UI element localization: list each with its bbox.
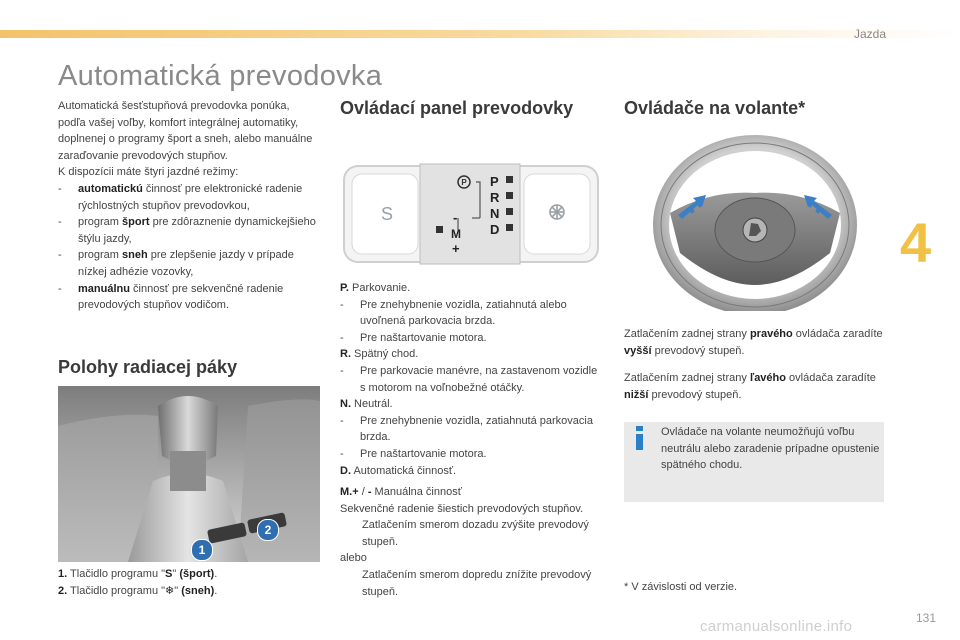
mode-item-manual: - manuálnu činnosť pre sekvenčné radenie prevodových stupňov vodičom.: [58, 282, 284, 312]
desc-n-item: - Pre znehybnenie vozidla, zatiahnutá parkovacia brzda.: [340, 414, 593, 444]
mode-item-auto: - automatickú činnosť pre elektronické radenie rýchlostných stupňov prevodovkou,: [58, 182, 303, 212]
intro-paragraph: Automatická šesťstupňová prevodovka ponúka, podľa vašej voľby, komfort integrálnej automatiky, doplnenej o programy šport a sneh, alebo manuálne zaraďovanie prevodových stupňov.: [58, 100, 313, 162]
gate-letter-p: P: [490, 174, 499, 189]
mode-item-sport: - program šport pre zdôraznenie dynamickejšieho štýlu jazdy,: [58, 216, 316, 245]
chapter-number: 4: [900, 211, 932, 274]
manual-minus: -: [453, 210, 458, 225]
panel-heading: Ovládací panel prevodovky: [340, 98, 574, 118]
desc-m-text: Sekvenčné radenie šiestich prevodových stupňov.: [340, 502, 584, 515]
desc-n-item: - Pre naštartovanie motora.: [340, 447, 487, 460]
gear-lever-photo: [58, 386, 320, 562]
manual-m: M: [451, 227, 461, 241]
desc-p-item: - Pre znehybnenie vozidla, zatiahnutá alebo uvoľnená parkovacia brzda.: [340, 298, 567, 328]
desc-r-item: - Pre parkovacie manévre, na zastavenom vozidle s motorom na voľnobežné otáčky.: [340, 364, 598, 394]
info-note-text: Ovládače na volante neumožňujú voľbu neutrálu alebo zaradenie prípadne opustenie spätného chodu.: [661, 426, 880, 472]
desc-p-item: - Pre naštartovanie motora.: [340, 331, 487, 344]
gate-letter-n: N: [490, 206, 500, 221]
intro-modes-lead: K dispozícii máte štyri jazdné režimy:: [58, 166, 239, 179]
footnote: * V závislosti od verzie.: [624, 581, 738, 593]
wheel-heading: Ovládače na volante*: [624, 98, 806, 118]
snowflake-icon: [550, 205, 564, 219]
page-number: 131: [916, 611, 937, 625]
badge-2: 2: [257, 519, 279, 541]
desc-p: P. Parkovanie.: [340, 282, 411, 294]
svg-text:P: P: [461, 178, 467, 187]
manual-plus: +: [452, 241, 460, 256]
desc-r: R. Spätný chod.: [340, 348, 419, 361]
desc-m-or: alebo: [340, 552, 367, 565]
gearbox-panel-image: [340, 160, 602, 268]
wheel-right-paddle-text: Zatlačením zadnej strany pravého ovládača zaradíte vyšší prevodový stupeň.: [624, 328, 883, 357]
desc-m-down: Zatlačením smerom dopredu znížite prevodový stupeň.: [362, 568, 592, 598]
desc-m: M.+ / - Manuálna činnosť: [340, 486, 462, 498]
desc-m-up: Zatlačením smerom dozadu zvýšite prevodový stupeň.: [362, 519, 589, 548]
sport-button-label: S: [380, 204, 394, 224]
wheel-left-paddle-text: Zatlačením zadnej strany ľavého ovládača zaradíte nižší prevodový stupeň.: [624, 372, 876, 401]
intro-text: [58, 98, 320, 314]
badge-1: 1: [191, 539, 213, 561]
gate-letter-r: R: [490, 190, 500, 205]
legend-item-1: 1. Tlačidlo programu "S" (šport).: [58, 568, 218, 580]
watermark: carmanualsonline.info: [700, 618, 853, 635]
panel-descriptions: [340, 280, 602, 479]
section-label: Jazda: [853, 27, 886, 41]
page-title: Automatická prevodovka: [58, 60, 383, 92]
header-accent-bar: [0, 30, 960, 38]
legend-item-2: 2. Tlačidlo programu "❄" (sneh).: [58, 584, 218, 597]
info-icon: [633, 426, 647, 450]
manual-description: [340, 484, 602, 600]
lever-heading: Polohy radiacej páky: [58, 357, 238, 377]
steering-wheel-image: [650, 135, 860, 311]
gate-letter-d: D: [490, 222, 500, 237]
desc-d: D. Automatická činnosť.: [340, 464, 457, 477]
mode-item-snow: - program sneh pre zlepšenie jazdy v prípade nízkej adhézie vozovky,: [58, 249, 294, 278]
brand-logo-icon: [743, 218, 767, 242]
lever-legend: [58, 566, 320, 599]
desc-n: N. Neutrál.: [340, 398, 393, 411]
